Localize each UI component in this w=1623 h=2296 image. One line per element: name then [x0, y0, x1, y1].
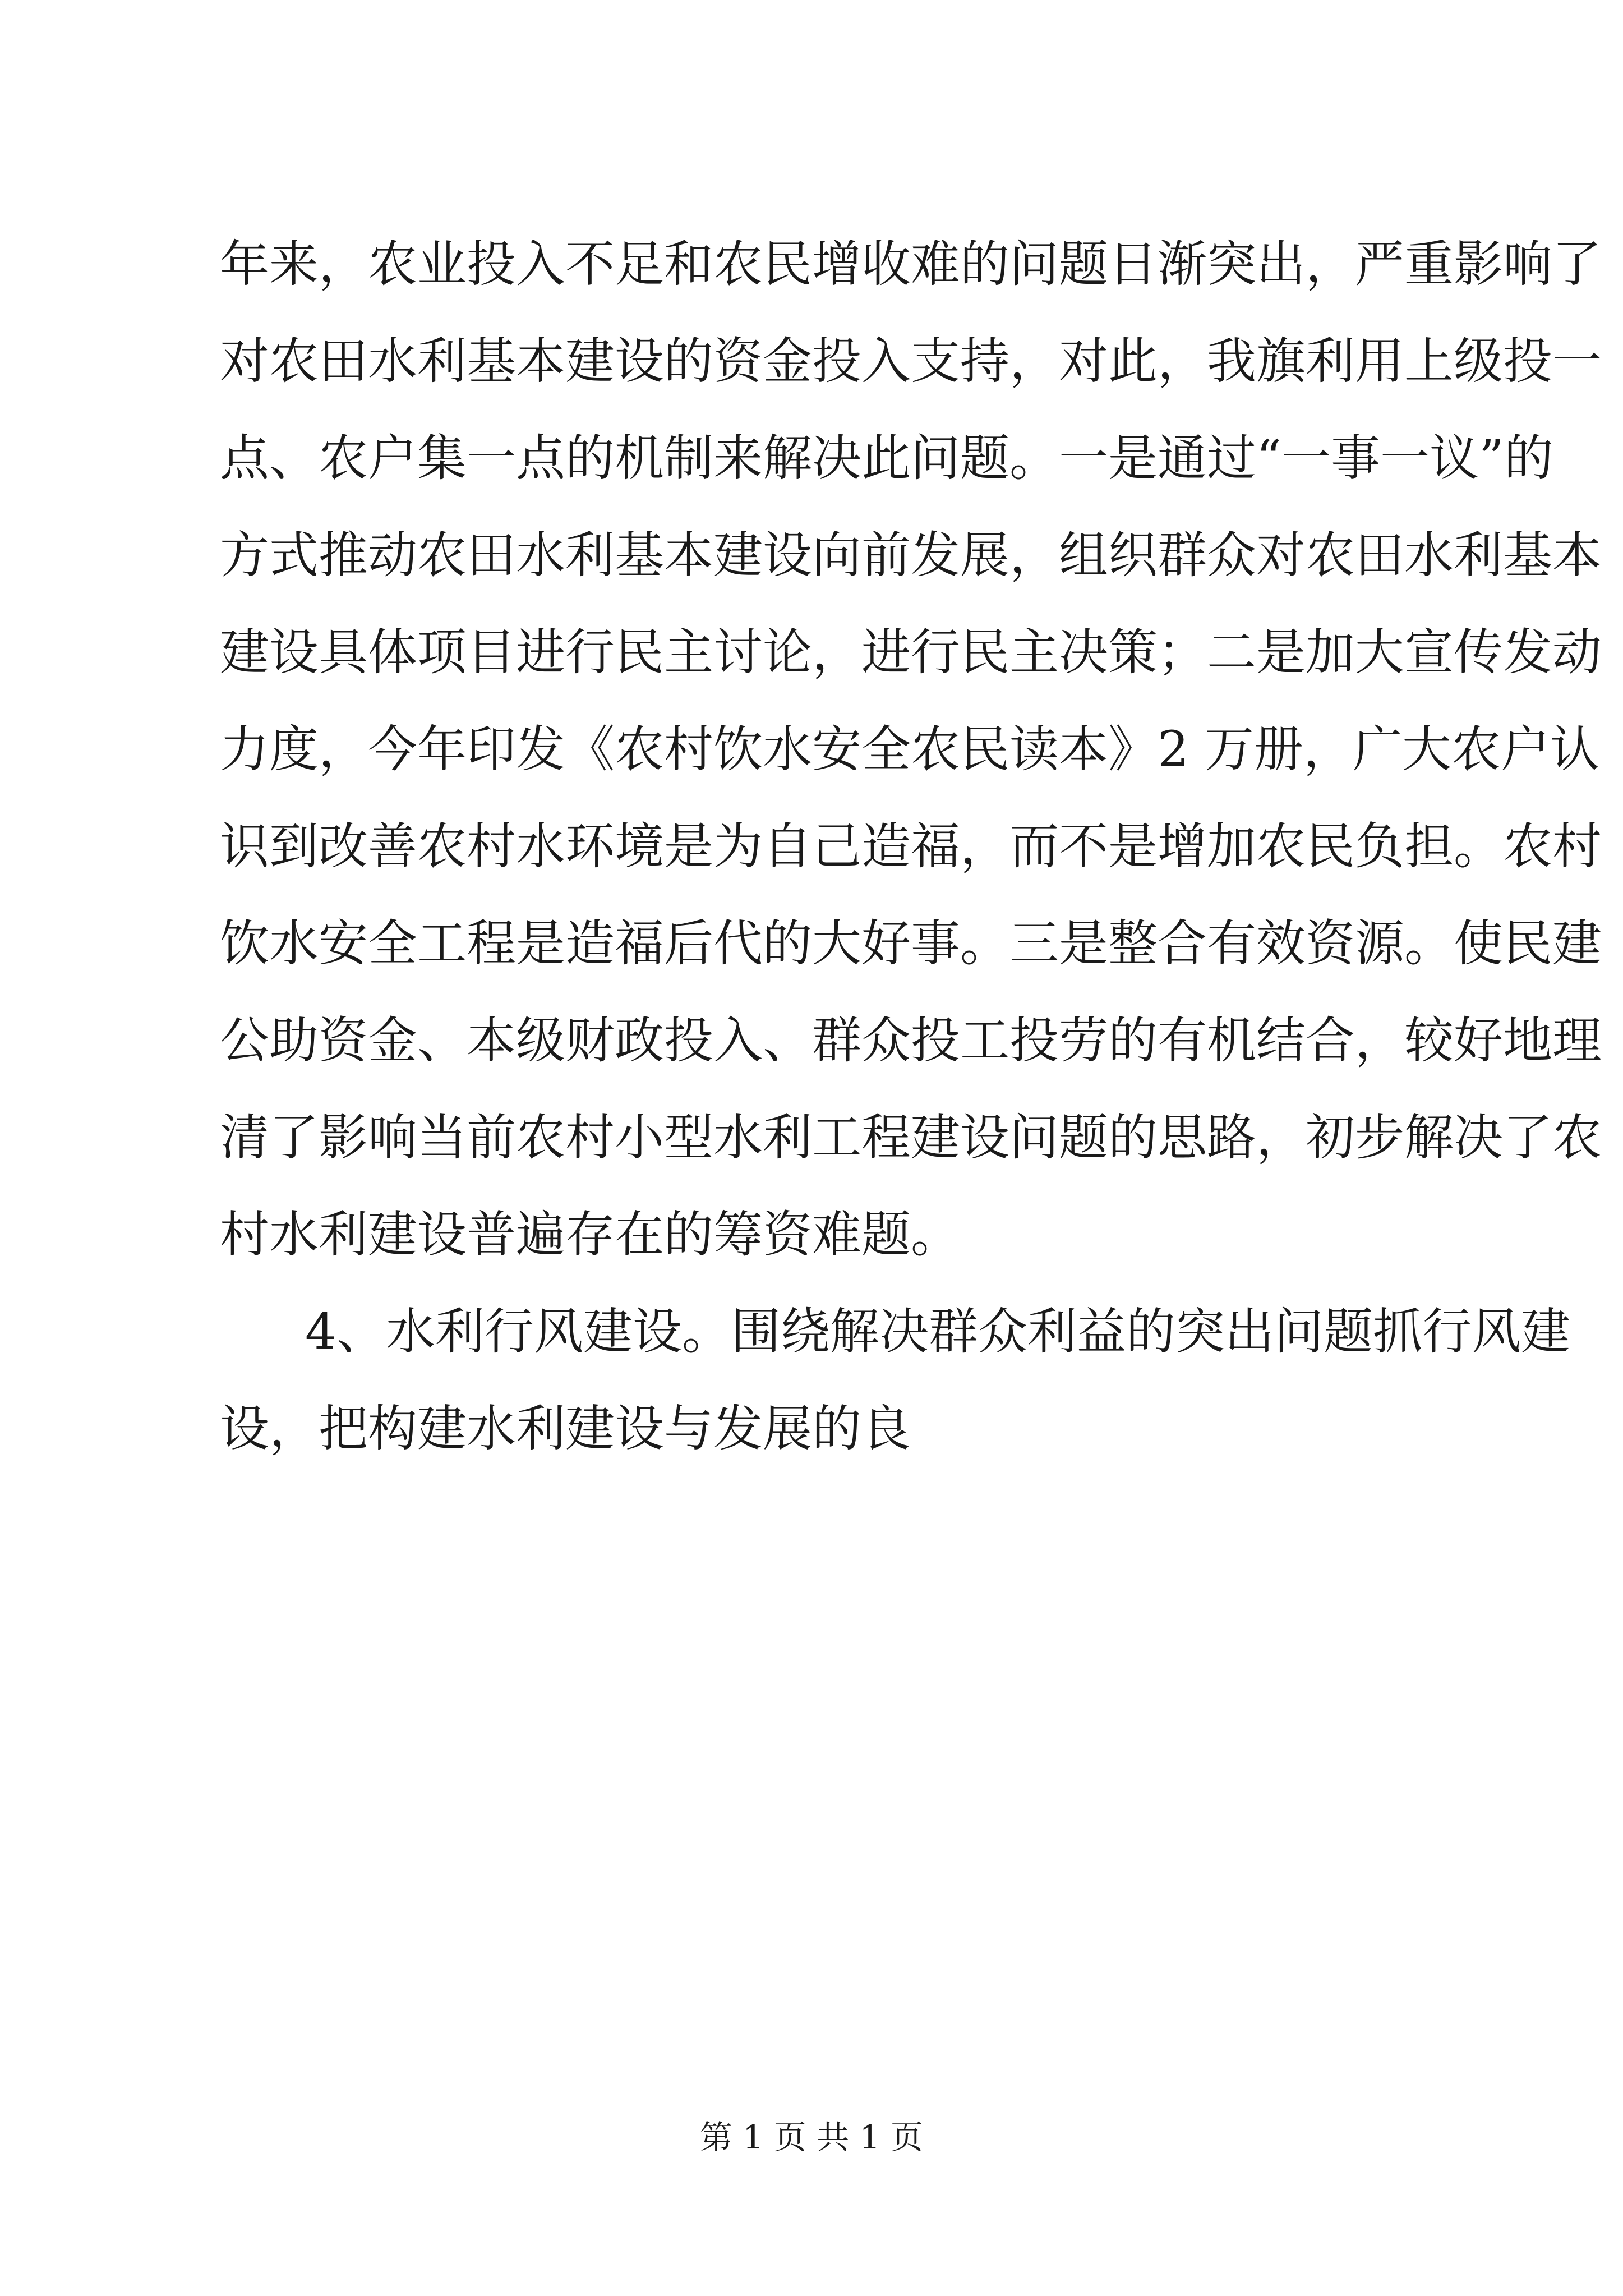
- paragraph-1-line-7: 识到改善农村水环境是为自己造福，而不是增加农民负担。农村: [220, 817, 1602, 875]
- paragraph-2-line-1: 4、水利行风建设。围绕解决群众利益的突出问题抓行风建: [305, 1303, 1570, 1360]
- paragraph-1-line-3: 点、农户集一点的机制来解决此问题。一是通过“一事一议”的: [220, 429, 1553, 487]
- paragraph-1-line-8: 饮水安全工程是造福后代的大好事。三是整合有效资源。使民建: [220, 914, 1602, 972]
- paragraph-1-line-6: 力度，今年印发《农村饮水安全农民读本》2 万册，广大农户认: [220, 720, 1599, 778]
- paragraph-1-line-10: 清了影响当前农村小型水利工程建设问题的思路，初步解决了农: [220, 1108, 1602, 1166]
- document-body: [220, 215, 1602, 1477]
- paragraph-1-line-4: 方式推动农田水利基本建设向前发展，组织群众对农田水利基本: [220, 526, 1602, 584]
- paragraph-1-line-5: 建设具体项目进行民主讨论，进行民主决策；二是加大宣传发动: [220, 623, 1602, 681]
- paragraph-1-line-2: 对农田水利基本建设的资金投入支持，对此，我旗利用上级投一: [220, 332, 1602, 390]
- page-number-footer: 第 1 页 共 1 页: [700, 2118, 923, 2156]
- paragraph-1-line-1: 年来，农业投入不足和农民增收难的问题日渐突出，严重影响了: [220, 235, 1602, 293]
- paragraph-2-line-2: 设，把构建水利建设与发展的良: [220, 1400, 911, 1457]
- paragraph-1-line-9: 公助资金、本级财政投入、群众投工投劳的有机结合，较好地理: [220, 1011, 1602, 1069]
- paragraph-1-line-11: 村水利建设普遍存在的筹资难题。: [220, 1205, 961, 1263]
